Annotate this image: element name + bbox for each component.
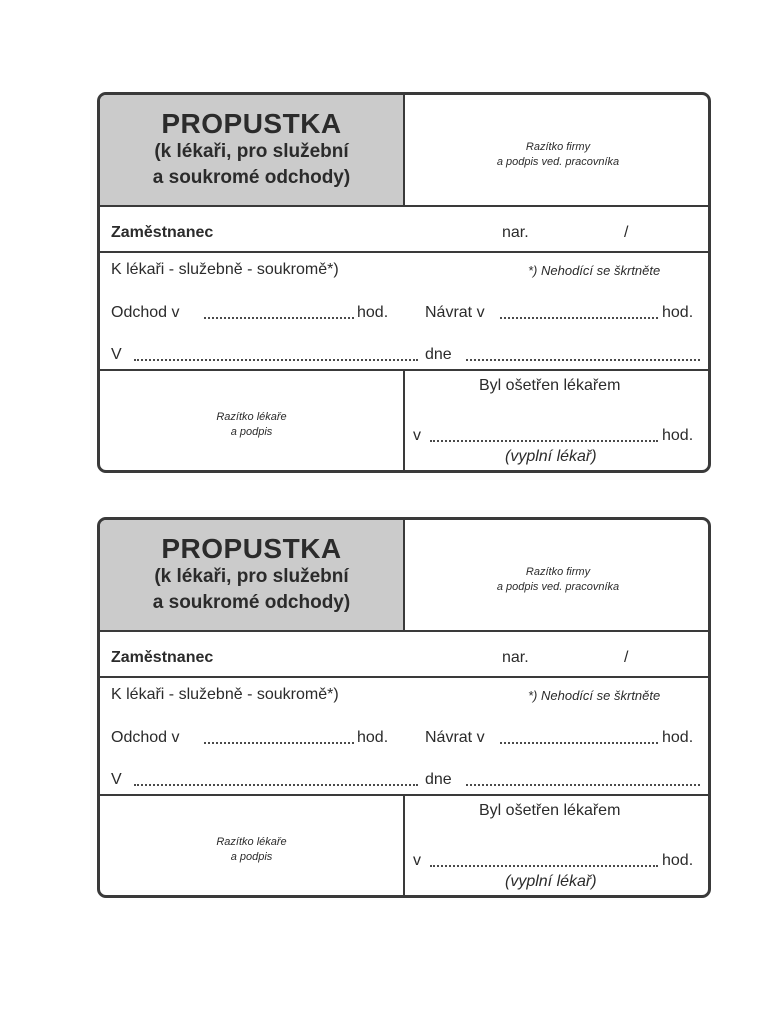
- treated-label: Byl ošetřen lékařem: [479, 377, 621, 394]
- place-field[interactable]: [134, 359, 418, 361]
- return-label: Návrat v: [425, 729, 485, 746]
- doctor-stamp-line2: a podpis: [230, 851, 273, 863]
- treated-at-label: v: [413, 852, 421, 869]
- date-field[interactable]: [466, 784, 700, 786]
- place-label: V: [111, 771, 122, 788]
- doctor-stamp-area: [100, 410, 403, 440]
- place-label: V: [111, 346, 122, 363]
- firm-stamp-line1: Razítko firmy: [525, 141, 591, 153]
- hour-label: hod.: [662, 852, 694, 869]
- firm-stamp-area: [408, 565, 708, 595]
- departure-label: Odchod v: [111, 304, 180, 321]
- divider: [403, 369, 405, 473]
- doctor-stamp-line1: Razítko lékaře: [216, 411, 287, 423]
- title-box: [100, 95, 403, 205]
- birth-slash: /: [624, 649, 629, 666]
- purpose-label: K lékaři - služebně - soukromě*): [111, 261, 339, 278]
- firm-stamp-area: [408, 140, 708, 170]
- purpose-label: K lékaři - služebně - soukromě*): [111, 686, 339, 703]
- treated-time-field[interactable]: [430, 440, 658, 442]
- firm-stamp-line1: Razítko firmy: [525, 566, 591, 578]
- divider: [100, 205, 708, 207]
- divider: [100, 251, 708, 253]
- strike-note: *) Nehodící se škrtněte: [528, 263, 661, 278]
- title-box: [100, 520, 403, 630]
- form-subtitle-line1: (k lékaři, pro služební: [154, 566, 349, 587]
- departure-time-field[interactable]: [204, 317, 354, 319]
- departure-time-field[interactable]: [204, 742, 354, 744]
- divider: [403, 520, 405, 630]
- date-label: dne: [425, 346, 452, 363]
- doctor-fill-note: (vyplní lékař): [505, 448, 597, 465]
- employee-label: Zaměstnanec: [111, 224, 214, 241]
- departure-label: Odchod v: [111, 729, 180, 746]
- strike-note: *) Nehodící se škrtněte: [528, 688, 661, 703]
- place-field[interactable]: [134, 784, 418, 786]
- hour-label: hod.: [357, 304, 389, 321]
- doctor-fill-note: (vyplní lékař): [505, 873, 597, 890]
- divider: [403, 794, 405, 898]
- firm-stamp-line2: a podpis ved. pracovníka: [496, 156, 620, 168]
- doctor-stamp-area: [100, 835, 403, 865]
- treated-time-field[interactable]: [430, 865, 658, 867]
- treated-at-label: v: [413, 427, 421, 444]
- form-title: PROPUSTKA: [161, 533, 342, 564]
- firm-stamp-line2: a podpis ved. pracovníka: [496, 581, 620, 593]
- hour-label: hod.: [662, 729, 694, 746]
- date-field[interactable]: [466, 359, 700, 361]
- birth-slash: /: [624, 224, 629, 241]
- return-label: Návrat v: [425, 304, 485, 321]
- form-title: PROPUSTKA: [161, 108, 342, 139]
- divider: [100, 676, 708, 678]
- doctor-stamp-line1: Razítko lékaře: [216, 836, 287, 848]
- hour-label: hod.: [357, 729, 389, 746]
- divider: [403, 95, 405, 205]
- birth-label: nar.: [502, 224, 529, 241]
- doctor-stamp-line2: a podpis: [230, 426, 273, 438]
- return-time-field[interactable]: [500, 742, 658, 744]
- form-subtitle-line2: a soukromé odchody): [152, 167, 351, 188]
- date-label: dne: [425, 771, 452, 788]
- return-time-field[interactable]: [500, 317, 658, 319]
- birth-label: nar.: [502, 649, 529, 666]
- divider: [100, 630, 708, 632]
- treated-label: Byl ošetřen lékařem: [479, 802, 621, 819]
- pass-form: [97, 517, 711, 898]
- hour-label: hod.: [662, 427, 694, 444]
- pass-form: [97, 92, 711, 473]
- form-subtitle-line1: (k lékaři, pro služební: [154, 141, 349, 162]
- employee-label: Zaměstnanec: [111, 649, 214, 666]
- hour-label: hod.: [662, 304, 694, 321]
- form-subtitle-line2: a soukromé odchody): [152, 592, 351, 613]
